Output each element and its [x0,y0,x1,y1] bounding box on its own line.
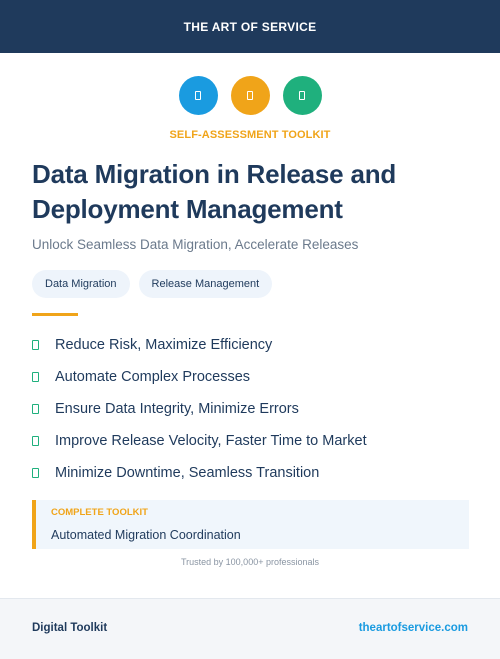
list-item [32,361,367,393]
header-bar [0,0,500,53]
square-icon [179,76,218,115]
check-icon [32,340,39,350]
tag-data-migration[interactable]: Data Migration [32,270,130,298]
feature-text: Automate Complex Processes [55,369,251,385]
toolkit-callout [32,500,469,549]
callout-label: COMPLETE TOOLKIT [51,507,148,518]
website-link[interactable]: theartofservice.com [358,622,468,634]
trust-note: Trusted by 100,000+ professionals [180,557,319,567]
feature-text: Improve Release Velocity, Faster Time to Market [55,433,367,449]
icon-row [0,76,500,115]
check-icon [32,468,39,478]
accent-divider [32,313,78,316]
list-item [32,425,367,457]
footer [0,598,500,659]
tag-release-management[interactable]: Release Management [139,270,273,298]
check-icon [32,372,39,382]
list-item [32,393,367,425]
square-icon [231,76,270,115]
footer-label: Digital Toolkit [32,622,108,634]
square-icon [283,76,322,115]
feature-text: Ensure Data Integrity, Minimize Errors [55,401,299,417]
check-icon [32,404,39,414]
check-icon [32,436,39,446]
feature-text: Reduce Risk, Maximize Efficiency [55,337,273,353]
list-item [32,329,367,361]
list-item [32,457,367,489]
page-title: Data Migration in Release and Deployment Management [32,159,397,224]
brand-name: THE ART OF SERVICE [183,19,317,34]
kicker-label: SELF-ASSESSMENT TOOLKIT [169,129,331,141]
tag-list [32,270,272,298]
feature-text: Minimize Downtime, Seamless Transition [55,465,320,481]
callout-text: Automated Migration Coordination [51,528,241,542]
feature-list [32,329,367,489]
subtitle: Unlock Seamless Data Migration, Accelerate Releases [32,237,359,252]
